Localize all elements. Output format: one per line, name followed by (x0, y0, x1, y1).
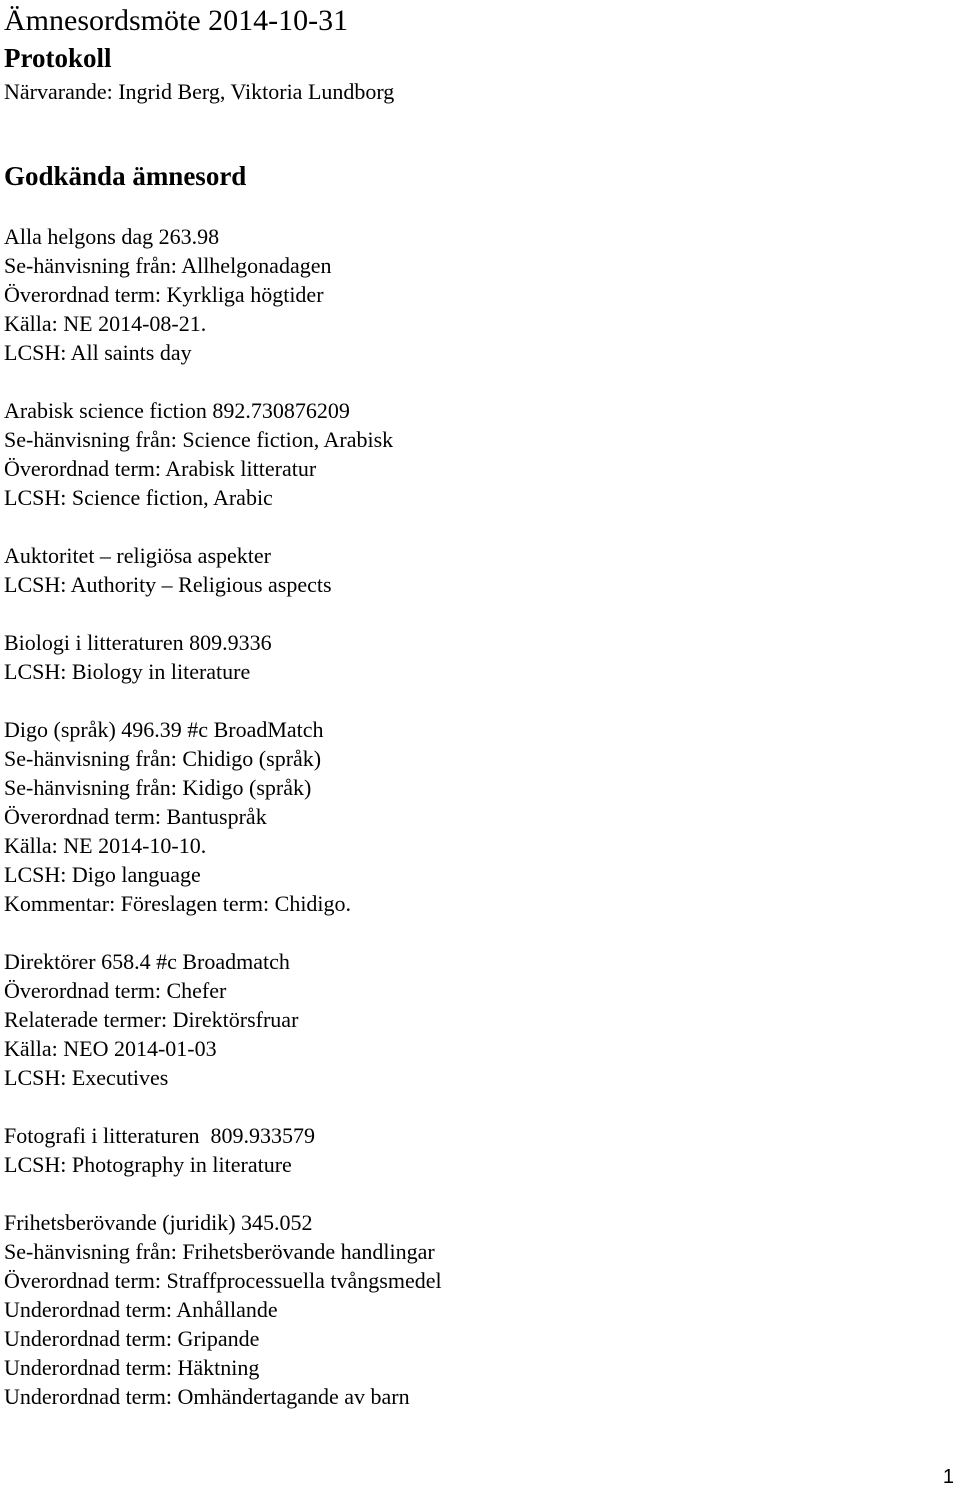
page-number: 1 (942, 1466, 954, 1488)
entry-term-line: Frihetsberövande (juridik) 345.052 (4, 1210, 313, 1235)
entry-term-line: Fotografi i litteraturen 809.933579 (4, 1123, 315, 1148)
entry-detail-line: Källa: NE 2014-10-10. (4, 833, 207, 858)
entry-detail-line: LCSH: Science fiction, Arabic (4, 485, 273, 510)
entry-detail-line: Överordnad term: Kyrkliga högtider (4, 282, 324, 307)
entry-term-line: Digo (språk) 496.39 #c BroadMatch (4, 717, 324, 742)
subject-entry (4, 396, 944, 512)
attendees-line: Närvarande: Ingrid Berg, Viktoria Lundborg (4, 79, 395, 104)
subject-entry (4, 1121, 944, 1179)
subject-entry (4, 628, 944, 686)
entry-detail-line: Överordnad term: Bantuspråk (4, 804, 267, 829)
entry-detail-line: LCSH: Biology in literature (4, 659, 251, 684)
entry-detail-line: LCSH: All saints day (4, 340, 192, 365)
entry-detail-line: Överordnad term: Straffprocessuella tvångsmedel (4, 1268, 442, 1293)
subject-entry (4, 947, 944, 1092)
entry-detail-line: Se-hänvisning från: Allhelgonadagen (4, 253, 332, 278)
document-title: Ämnesordsmöte 2014-10-31 (4, 4, 349, 37)
document-subtitle: Protokoll (4, 43, 112, 73)
subject-entry (4, 541, 944, 599)
entry-detail-line: Överordnad term: Chefer (4, 978, 227, 1003)
entry-detail-line: Underordnad term: Häktning (4, 1355, 260, 1380)
document-page (4, 0, 944, 1411)
subject-entry (4, 222, 944, 367)
entry-detail-line: LCSH: Digo language (4, 862, 201, 887)
entry-detail-line: LCSH: Authority – Religious aspects (4, 572, 332, 597)
entry-detail-line: Se-hänvisning från: Frihetsberövande handlingar (4, 1239, 435, 1264)
subject-entry (4, 715, 944, 918)
entry-detail-line: LCSH: Photography in literature (4, 1152, 292, 1177)
entry-term-line: Biologi i litteraturen 809.9336 (4, 630, 272, 655)
entry-detail-line: Källa: NEO 2014-01-03 (4, 1036, 217, 1061)
entry-detail-line: Relaterade termer: Direktörsfruar (4, 1007, 299, 1032)
section-heading: Godkända ämnesord (4, 161, 247, 191)
entry-detail-line: Underordnad term: Gripande (4, 1326, 260, 1351)
entry-term-line: Auktoritet – religiösa aspekter (4, 543, 271, 568)
subject-entries-list (4, 222, 944, 1411)
entry-term-line: Direktörer 658.4 #c Broadmatch (4, 949, 290, 974)
entry-detail-line: Underordnad term: Omhändertagande av barn (4, 1384, 410, 1409)
entry-term-line: Alla helgons dag 263.98 (4, 224, 220, 249)
subject-entry (4, 1208, 944, 1411)
entry-term-line: Arabisk science fiction 892.730876209 (4, 398, 350, 423)
entry-detail-line: Underordnad term: Anhållande (4, 1297, 278, 1322)
entry-detail-line: Överordnad term: Arabisk litteratur (4, 456, 317, 481)
entry-detail-line: LCSH: Executives (4, 1065, 169, 1090)
entry-detail-line: Källa: NE 2014-08-21. (4, 311, 207, 336)
entry-detail-line: Se-hänvisning från: Science fiction, Arabisk (4, 427, 394, 452)
entry-detail-line: Kommentar: Föreslagen term: Chidigo. (4, 891, 352, 916)
entry-detail-line: Se-hänvisning från: Chidigo (språk) (4, 746, 322, 771)
entry-detail-line: Se-hänvisning från: Kidigo (språk) (4, 775, 312, 800)
